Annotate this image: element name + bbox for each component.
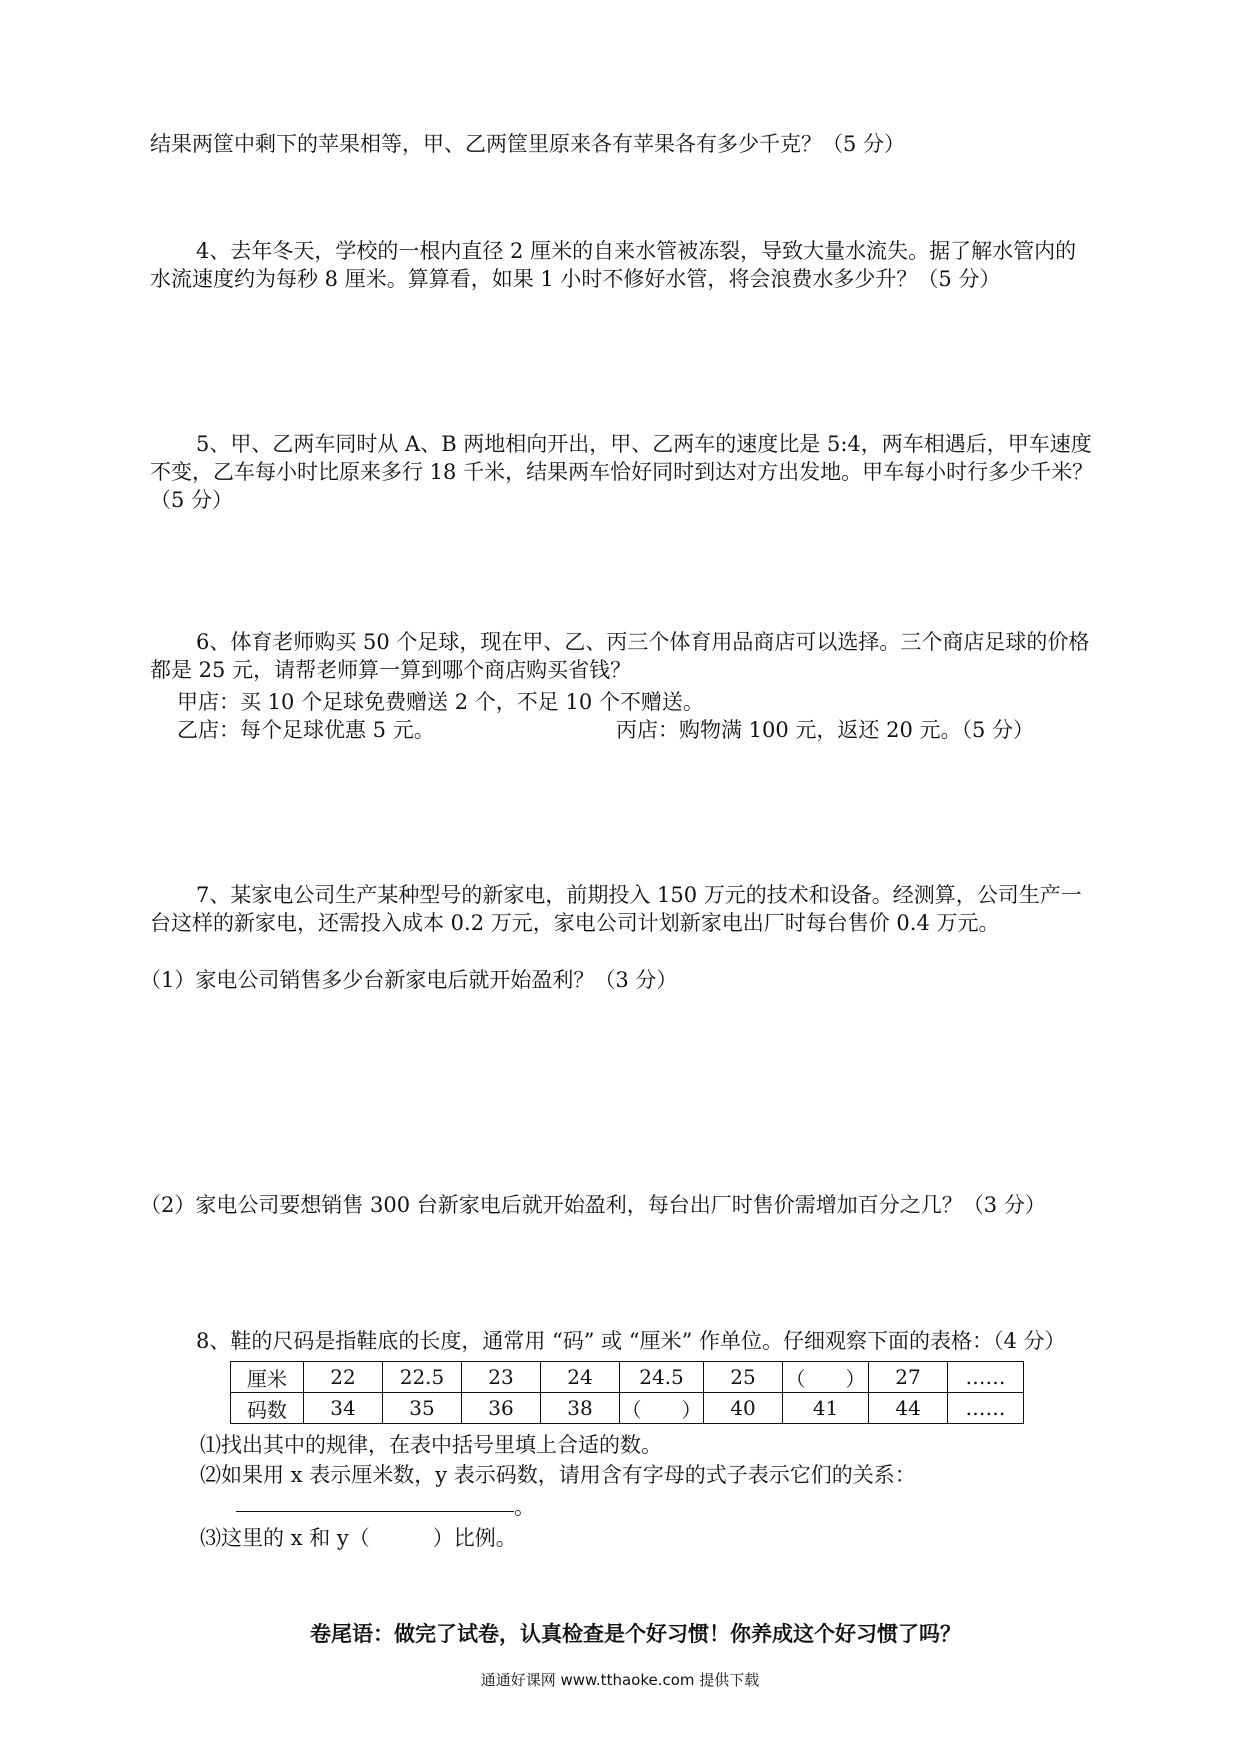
question-8: 8、鞋的尺码是指鞋底的长度，通常用 “码” 或 “厘米” 作单位。仔细观察下面的表格：（4 分） [196,1329,1066,1353]
question-8-sub-1: ⑴找出其中的规律，在表中括号里填上合适的数。 [200,1433,662,1457]
table-cell: 35 [383,1393,462,1424]
table-cell: 23 [462,1362,541,1393]
table-cell: 34 [304,1393,383,1424]
answer-line-period: 。 [514,1495,535,1519]
question-7: 7、某家电公司生产某种型号的新家电，前期投入 150 万元的技术和设备。经测算，公司生产一台这样的新家电，还需投入成本 0.2 万元，家电公司计划新家电出厂时每台售价 0.4 万元。 [150,883,1082,935]
table-cell: 22 [304,1362,383,1393]
answer-blank-line [236,1511,514,1512]
table-cell: …… [948,1362,1024,1393]
question-8-sub-3: ⑶这里的 x 和 y（ ）比例。 [200,1526,517,1550]
table-cell: 44 [869,1393,948,1424]
question-5: 5、甲、乙两车同时从 A、B 两地相向开出，甲、乙两车的速度比是 5:4，两车相遇后，甲车速度不变，乙车每小时比原来多行 18 千米，结果两车恰好同时到达对方出发地。甲车每小时行多少千米？（5 分） [150,432,1094,512]
table-row-centimeters [231,1362,1024,1393]
shop-a-offer: 甲店：买 10 个足球免费赠送 2 个，不足 10 个不赠送。 [177,690,704,714]
shop-c-offer: 丙店：购物满 100 元，返还 20 元。（5 分） [616,718,1035,742]
table-cell: 24 [541,1362,620,1393]
question-7-part-1: （1）家电公司销售多少台新家电后就开始盈利？（3 分） [140,968,678,992]
table-cell: …… [948,1393,1024,1424]
table-cell: 22.5 [383,1362,462,1393]
footer-source: 通通好课网 www.tthaoke.com 提供下载 [480,1671,760,1689]
table-cell: 24.5 [620,1362,704,1393]
table-cell: （ ） [620,1393,704,1424]
table-cell: 25 [704,1362,783,1393]
table-cell: 40 [704,1393,783,1424]
table-row-shoe-size [231,1393,1024,1424]
table-cell: 36 [462,1393,541,1424]
table-cell: 38 [541,1393,620,1424]
question-4: 4、去年冬天，学校的一根内直径 2 厘米的自来水管被冻裂，导致大量水流失。据了解水管内的水流速度约为每秒 8 厘米。算算看，如果 1 小时不修好水管，将会浪费水多少升？（5 分） [150,239,1077,291]
shop-b-offer: 乙店：每个足球优惠 5 元。 [177,718,435,742]
question-6: 6、体育老师购买 50 个足球，现在甲、乙、丙三个体育用品商店可以选择。三个商店足球的价格都是 25 元，请帮老师算一算到哪个商店购买省钱？ [150,630,1090,682]
table-cell: 码数 [231,1393,304,1424]
table-cell: 厘米 [231,1362,304,1393]
question-8-sub-2: ⑵如果用 x 表示厘米数，y 表示码数，请用含有字母的式子表示它们的关系： [200,1463,916,1487]
shoe-size-table [230,1361,1024,1424]
question-7-part-2: （2）家电公司要想销售 300 台新家电后就开始盈利，每台出厂时售价需增加百分之几？（3 分） [140,1193,1046,1217]
question-3-tail: 结果两筐中剩下的苹果相等，甲、乙两筐里原来各有苹果各有多少千克？（5 分） [150,132,906,156]
closing-remark: 卷尾语：做完了试卷，认真检查是个好习惯！你养成这个好习惯了吗？ [310,1622,961,1646]
table-cell: 27 [869,1362,948,1393]
table-cell: 41 [783,1393,869,1424]
table-cell: （ ） [783,1362,869,1393]
